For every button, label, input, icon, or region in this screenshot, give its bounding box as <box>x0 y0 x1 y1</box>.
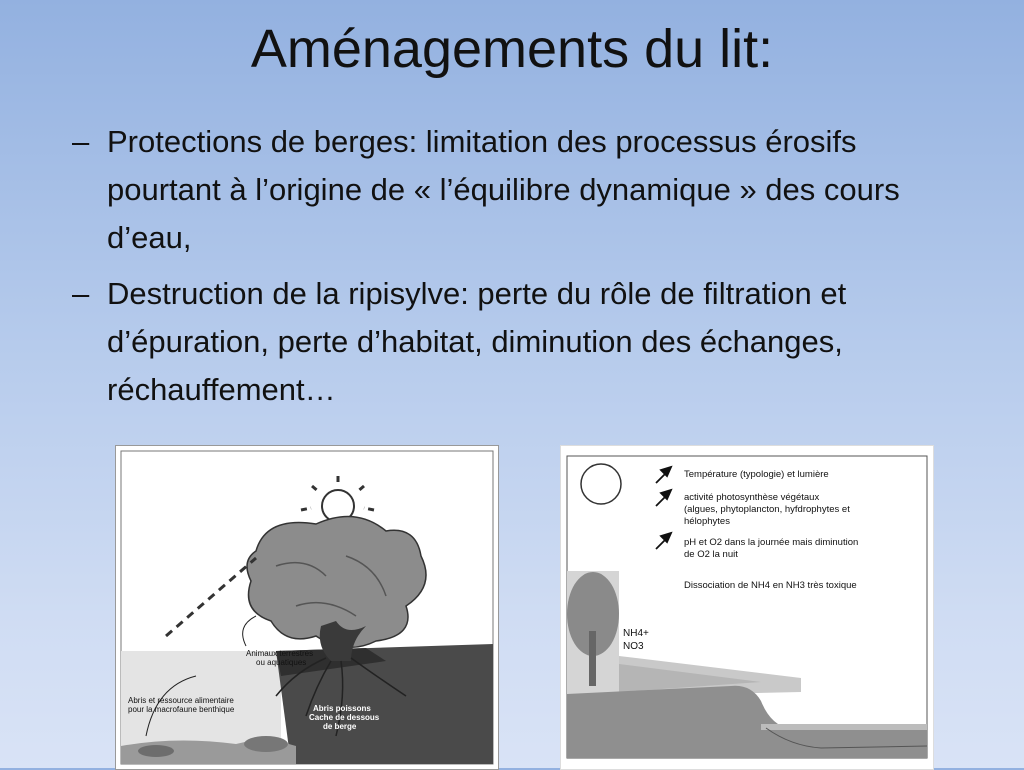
riverbank-drawing <box>116 446 498 769</box>
effects-drawing <box>561 446 933 769</box>
bullet-text: Protections de berges: limitation des processus érosifs pourtant à l’origine de « l’équilibre dynamique » des cours d’eau, <box>107 124 900 255</box>
no3-label: NO3 <box>623 641 644 652</box>
item-ph-o2-1: pH et O2 dans la journée mais diminution <box>684 537 859 548</box>
item-nh3: Dissociation de NH4 en NH3 très toxique <box>684 580 857 591</box>
bullet-item <box>72 118 952 262</box>
bullet-dash: – <box>72 276 90 311</box>
item-photosynthese-2: (algues, phytoplancton, hyfdrophytes et <box>684 504 850 515</box>
fish-label-1: Abris poissons <box>313 704 371 713</box>
bullet-list <box>72 118 952 422</box>
bullet-dash: – <box>72 124 90 159</box>
fish-label-3: de berge <box>323 722 357 731</box>
sun-icon <box>581 464 621 504</box>
effects-diagram <box>560 445 934 770</box>
fish-label-2: Cache de dessous <box>309 713 380 722</box>
item-photosynthese-1: activité photosynthèse végétaux <box>684 492 820 503</box>
item-temperature: Température (typologie) et lumière <box>684 469 829 480</box>
animals-label-1: Animaux terrestres <box>246 649 314 658</box>
bullet-item <box>72 270 952 414</box>
nh4-label: NH4+ <box>623 628 649 639</box>
item-photosynthese-3: hélophytes <box>684 516 730 527</box>
abris-label-1: Abris et ressource alimentaire <box>128 696 234 705</box>
abris-label-2: pour la macrofaune benthique <box>128 705 235 714</box>
item-ph-o2-2: de O2 la nuit <box>684 549 738 560</box>
bullet-text: Destruction de la ripisylve: perte du rôle de filtration et d’épuration, perte d’habitat, diminution des échanges, réchauffement… <box>107 276 847 407</box>
slide-title: Aménagements du lit: <box>250 19 774 79</box>
riverbank-illustration <box>115 445 499 770</box>
animals-label-2: ou aquatiques <box>256 658 307 667</box>
